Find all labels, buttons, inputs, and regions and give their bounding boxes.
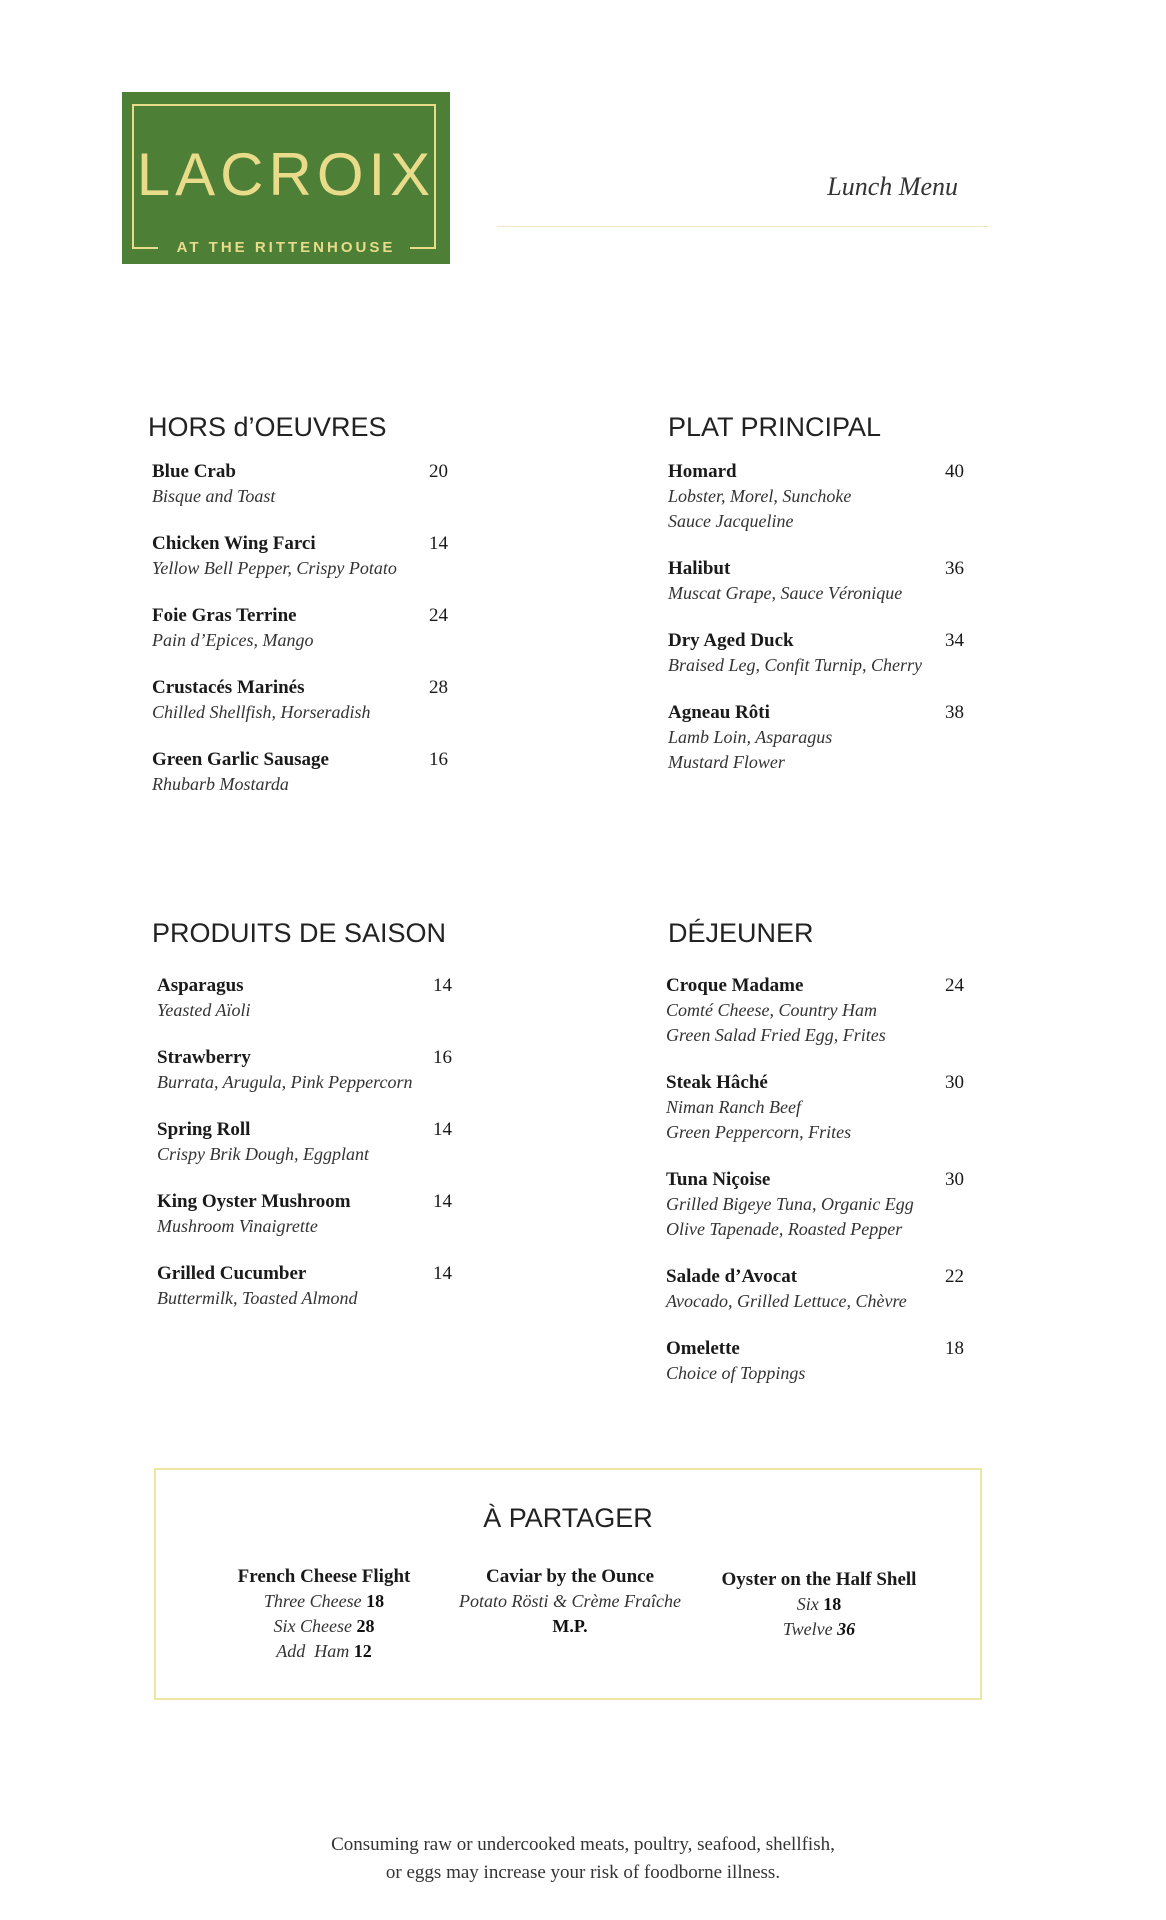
logo-name: LACROIX (136, 141, 436, 208)
item-name: Crustacés Marinés (152, 677, 305, 698)
menu-item (157, 1261, 452, 1311)
price-line (199, 1639, 449, 1664)
price-value: 18 (823, 1594, 842, 1614)
item-description: Potato Rösti & Crème Fraîche (459, 1591, 681, 1611)
item-name: Grilled Cucumber (157, 1263, 307, 1284)
price-value: 12 (353, 1641, 372, 1661)
item-description: Mushroom Vinaigrette (157, 1216, 318, 1236)
item-name: Oyster on the Half Shell (721, 1569, 917, 1590)
price-value: 36 (837, 1619, 856, 1639)
price-label: Three Cheese (263, 1591, 362, 1611)
item-name: Steak Hâché (666, 1072, 768, 1093)
menu-item (152, 531, 448, 581)
notice-line-1: Consuming raw or undercooked meats, poultry, seafood, shellfish, (331, 1834, 835, 1855)
menu-item (152, 675, 448, 725)
price-label: Twelve (782, 1619, 833, 1639)
section-hors-doeuvres (148, 412, 448, 819)
menu-item (152, 747, 448, 797)
section-title: À PARTAGER (483, 1503, 653, 1533)
menu-item (666, 1264, 964, 1314)
item-name: Strawberry (157, 1047, 251, 1068)
food-safety-notice (0, 1831, 1166, 1887)
menu-item (157, 1189, 452, 1239)
item-name: Asparagus (157, 975, 244, 996)
item-price: 20 (429, 461, 448, 482)
item-description: Niman Ranch Beef (666, 1097, 801, 1117)
menu-item (666, 1167, 964, 1242)
item-description: Pain d’Epices, Mango (152, 630, 314, 650)
item-name: Halibut (668, 558, 731, 579)
item-name: Omelette (666, 1338, 740, 1359)
item-price: 24 (429, 605, 448, 626)
section-produits-de-saison (152, 918, 452, 1333)
menu-title: Lunch Menu (827, 172, 958, 201)
item-price: 34 (945, 630, 964, 651)
menu-item (152, 459, 448, 509)
item-price: 22 (945, 1266, 964, 1287)
item-description: Bisque and Toast (152, 486, 276, 506)
section-a-partager (154, 1468, 982, 1700)
item-description: Green Salad Fried Egg, Frites (666, 1025, 886, 1045)
price-label: Six Cheese (273, 1616, 352, 1636)
section-dejeuner (668, 918, 964, 1408)
cheese-flight-item (199, 1564, 449, 1664)
item-description: Yeasted Aïoli (157, 1000, 251, 1020)
item-description: Crispy Brik Dough, Eggplant (157, 1144, 369, 1164)
menu-item (666, 1070, 964, 1145)
item-price: 18 (945, 1338, 964, 1359)
item-name: King Oyster Mushroom (157, 1191, 351, 1212)
item-description: Grilled Bigeye Tuna, Organic Egg (666, 1194, 914, 1214)
item-description: Avocado, Grilled Lettuce, Chèvre (666, 1291, 907, 1311)
section-title: DÉJEUNER (668, 918, 814, 948)
item-name: Foie Gras Terrine (152, 605, 297, 626)
item-name: Croque Madame (666, 975, 804, 996)
price-value: M.P. (552, 1616, 588, 1636)
menu-item (152, 603, 448, 653)
item-price: 30 (945, 1072, 964, 1093)
menu-item (157, 973, 452, 1023)
header-divider (497, 226, 988, 227)
price-line (694, 1592, 944, 1617)
price-value: 28 (356, 1616, 375, 1636)
menu-item (666, 1336, 964, 1386)
logo-subtitle: AT THE RITTENHOUSE (176, 239, 396, 256)
item-price: 14 (433, 975, 452, 996)
menu-item (157, 1045, 452, 1095)
item-name: Spring Roll (157, 1119, 251, 1140)
restaurant-logo (122, 92, 450, 264)
caviar-item (445, 1564, 695, 1639)
price-label: Six (796, 1594, 819, 1614)
oyster-item (694, 1567, 944, 1642)
item-description: Muscat Grape, Sauce Véronique (668, 583, 903, 603)
menu-item (668, 459, 964, 534)
item-description: Mustard Flower (668, 752, 785, 772)
item-price: 28 (429, 677, 448, 698)
price-value: 18 (366, 1591, 385, 1611)
item-description: Yellow Bell Pepper, Crispy Potato (152, 558, 397, 578)
item-name: Tuna Niçoise (666, 1169, 771, 1190)
item-description: Lobster, Morel, Sunchoke (668, 486, 852, 506)
item-description: Rhubarb Mostarda (152, 774, 289, 794)
section-title: HORS d’OEUVRES (148, 412, 387, 442)
item-price: 38 (945, 702, 964, 723)
menu-item (668, 556, 964, 606)
item-price: 14 (433, 1263, 452, 1284)
item-description: Sauce Jacqueline (668, 511, 794, 531)
menu-item (668, 628, 964, 678)
item-name: French Cheese Flight (237, 1566, 411, 1587)
item-name: Chicken Wing Farci (152, 533, 316, 554)
item-name: Agneau Rôti (668, 702, 770, 723)
item-price: 14 (429, 533, 448, 554)
price-label: Add Ham (276, 1641, 350, 1661)
item-name: Homard (668, 461, 737, 482)
menu-item (668, 700, 964, 775)
item-price: 36 (945, 558, 964, 579)
item-description: Burrata, Arugula, Pink Peppercorn (157, 1072, 413, 1092)
section-title: PLAT PRINCIPAL (668, 412, 882, 442)
item-description: Choice of Toppings (666, 1363, 806, 1383)
item-name: Green Garlic Sausage (152, 749, 329, 770)
item-price: 24 (945, 975, 964, 996)
item-description: Green Peppercorn, Frites (666, 1122, 852, 1142)
item-description: Comté Cheese, Country Ham (666, 1000, 877, 1020)
section-title: PRODUITS DE SAISON (152, 918, 447, 948)
item-name: Blue Crab (152, 461, 236, 482)
section-plat-principal (668, 412, 964, 797)
item-price: 14 (433, 1191, 452, 1212)
item-price: 16 (433, 1047, 452, 1068)
item-description: Braised Leg, Confit Turnip, Cherry (668, 655, 923, 675)
menu-item (157, 1117, 452, 1167)
item-price: 30 (945, 1169, 964, 1190)
notice-line-2: or eggs may increase your risk of foodborne illness. (385, 1862, 781, 1883)
item-price: 40 (945, 461, 964, 482)
price-line (694, 1617, 944, 1642)
item-name: Caviar by the Ounce (485, 1566, 654, 1587)
item-name: Salade d’Avocat (666, 1266, 798, 1287)
item-price: 16 (429, 749, 448, 770)
menu-item (666, 973, 964, 1048)
price-line (199, 1589, 449, 1614)
item-description: Buttermilk, Toasted Almond (157, 1288, 358, 1308)
item-description: Lamb Loin, Asparagus (668, 727, 833, 747)
item-description: Chilled Shellfish, Horseradish (152, 702, 371, 722)
item-price: 14 (433, 1119, 452, 1140)
item-name: Dry Aged Duck (668, 630, 794, 651)
price-line (199, 1614, 449, 1639)
item-description: Olive Tapenade, Roasted Pepper (666, 1219, 903, 1239)
